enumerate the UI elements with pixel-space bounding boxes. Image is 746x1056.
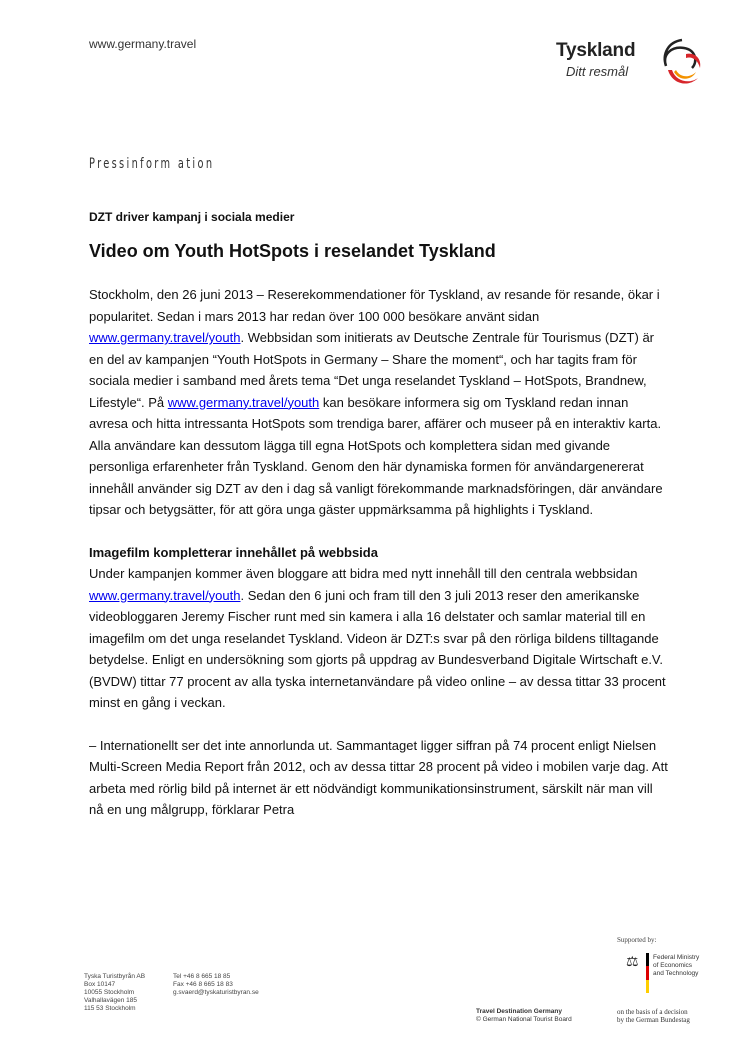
bundestag-note	[617, 1008, 690, 1024]
eagle-icon: ⚖	[626, 953, 639, 969]
basis-line: by the German Bundestag	[617, 1016, 690, 1024]
ministry-line: Federal Ministry	[653, 954, 700, 961]
paragraph-1	[89, 284, 669, 521]
german-flag-stripe	[646, 953, 649, 993]
tdg-subtitle: © German National Tourist Board	[476, 1016, 572, 1023]
ministry-logo	[626, 953, 716, 993]
press-information-label: Pressinform ation	[89, 156, 215, 172]
paragraph-2	[89, 563, 669, 714]
ministry-line: of Economics	[653, 962, 693, 969]
address-line: Tyska Turistbyrån AB	[84, 973, 146, 980]
basis-line: on the basis of a decision	[617, 1008, 688, 1016]
paragraph-3: – Internationellt ser det inte annorlunda ut. Sammantaget ligger siffran på 74 procent enligt Nielsen Multi-Screen Media Report från 2012, och av dessa tittar 28 procent på video i mobilen varje dag. Att arbeta med rörlig bild på internet är ett nödvändigt kommunikationsinstrument, särskilt när man vill nå en ung målgrupp, förklarar Petra	[89, 737, 668, 817]
tyskland-logo	[556, 36, 706, 96]
subheading: Imagefilm kompletterar innehållet på webbsida	[89, 544, 378, 560]
contact-email[interactable]: g.svaerd@tyskaturistbyran.se	[173, 989, 259, 996]
text-run: . Sedan den 6 juni och fram till den 3 juli 2013 reser den amerikanske videobloggaren Jeremy Fischer runt med sin kamera i alla 16 delstater och samlar material till en imagefilm om det unga reselandet Tyskland. Videon är DZT:s svar på den rörliga bildens tilltagande betydelse. Enligt en undersökning som gjorts på uppdrag av Bundesverband Digitale Wirtschaft e.V. (BVDW) tittar 77 procent av alla tyska internetanvändare på video online – av dessa tittar 33 procent minst en gång i veckan.	[89, 587, 666, 710]
text-run: . Webbsidan som initierats av Deutsche Zentrale für Tourismus (DZT) är en del av kampanjen “Youth HotSpots in Germany – Share the moment“, och har tagits fram för sociala medier i samband med årets tema “Det unga reselandet Tyskland – HotSpots, Brandnew, Lifestyle“. På	[89, 330, 654, 410]
youth-link[interactable]: www.germany.travel/youth	[89, 587, 241, 603]
footer-address	[84, 973, 145, 1013]
site-url[interactable]: www.germany.travel	[89, 37, 197, 51]
text-run: kan besökare informera sig om Tyskland redan innan avresa och hitta intressanta HotSpots som trendiga barer, affärer och museer på en interaktiv karta. Alla användare kan dessutom lägga till egna HotSpots och komplettera sidan med givande personliga erfarenheter från Tyskland. Genom den här dynamiska formen för användargenererat innehåll använder sig DZT av den i dag så vanligt förekommande marknadsföringen, där användare tipsar och betygsätter, för att göra unga gäster uppmärksamma på highlights i Tyskland.	[89, 394, 663, 517]
supported-by-label: Supported by:	[617, 936, 657, 944]
address-line: Box 10147	[84, 981, 116, 988]
article-body	[89, 284, 669, 821]
contact-phone: Tel +46 8 665 18 85	[173, 973, 231, 980]
contact-fax: Fax +46 8 665 18 83	[173, 981, 233, 988]
address-line: 10055 Stockholm	[84, 989, 135, 996]
footer-contact	[173, 973, 259, 997]
ministry-name	[653, 954, 699, 978]
youth-link[interactable]: www.germany.travel/youth	[167, 394, 320, 410]
logo-tagline: Ditt resmål	[566, 64, 629, 79]
footer-tdg	[476, 1008, 572, 1024]
address-line: 115 53 Stockholm	[84, 1005, 136, 1012]
headline: Video om Youth HotSpots i reselandet Tyskland	[89, 241, 496, 261]
text-run: Under kampanjen kommer även bloggare att bidra med nytt innehåll till den centrala webbsidan	[89, 566, 638, 581]
logo-wordmark: Tyskland	[556, 40, 636, 61]
youth-link[interactable]: www.germany.travel/youth	[89, 330, 241, 345]
logo-swirl-icon	[658, 36, 706, 92]
kicker: DZT driver kampanj i sociala medier	[89, 210, 295, 224]
ministry-line: and Technology	[653, 970, 699, 977]
tdg-title: Travel Destination Germany	[476, 1008, 562, 1015]
address-line: Valhallavägen 185	[84, 997, 138, 1004]
text-run: Stockholm, den 26 juni 2013 – Reserekommendationer för Tyskland, av resande för resande, ökar i popularitet. Sedan i mars 2013 har redan över 100 000 besökare använt sidan	[89, 287, 660, 324]
